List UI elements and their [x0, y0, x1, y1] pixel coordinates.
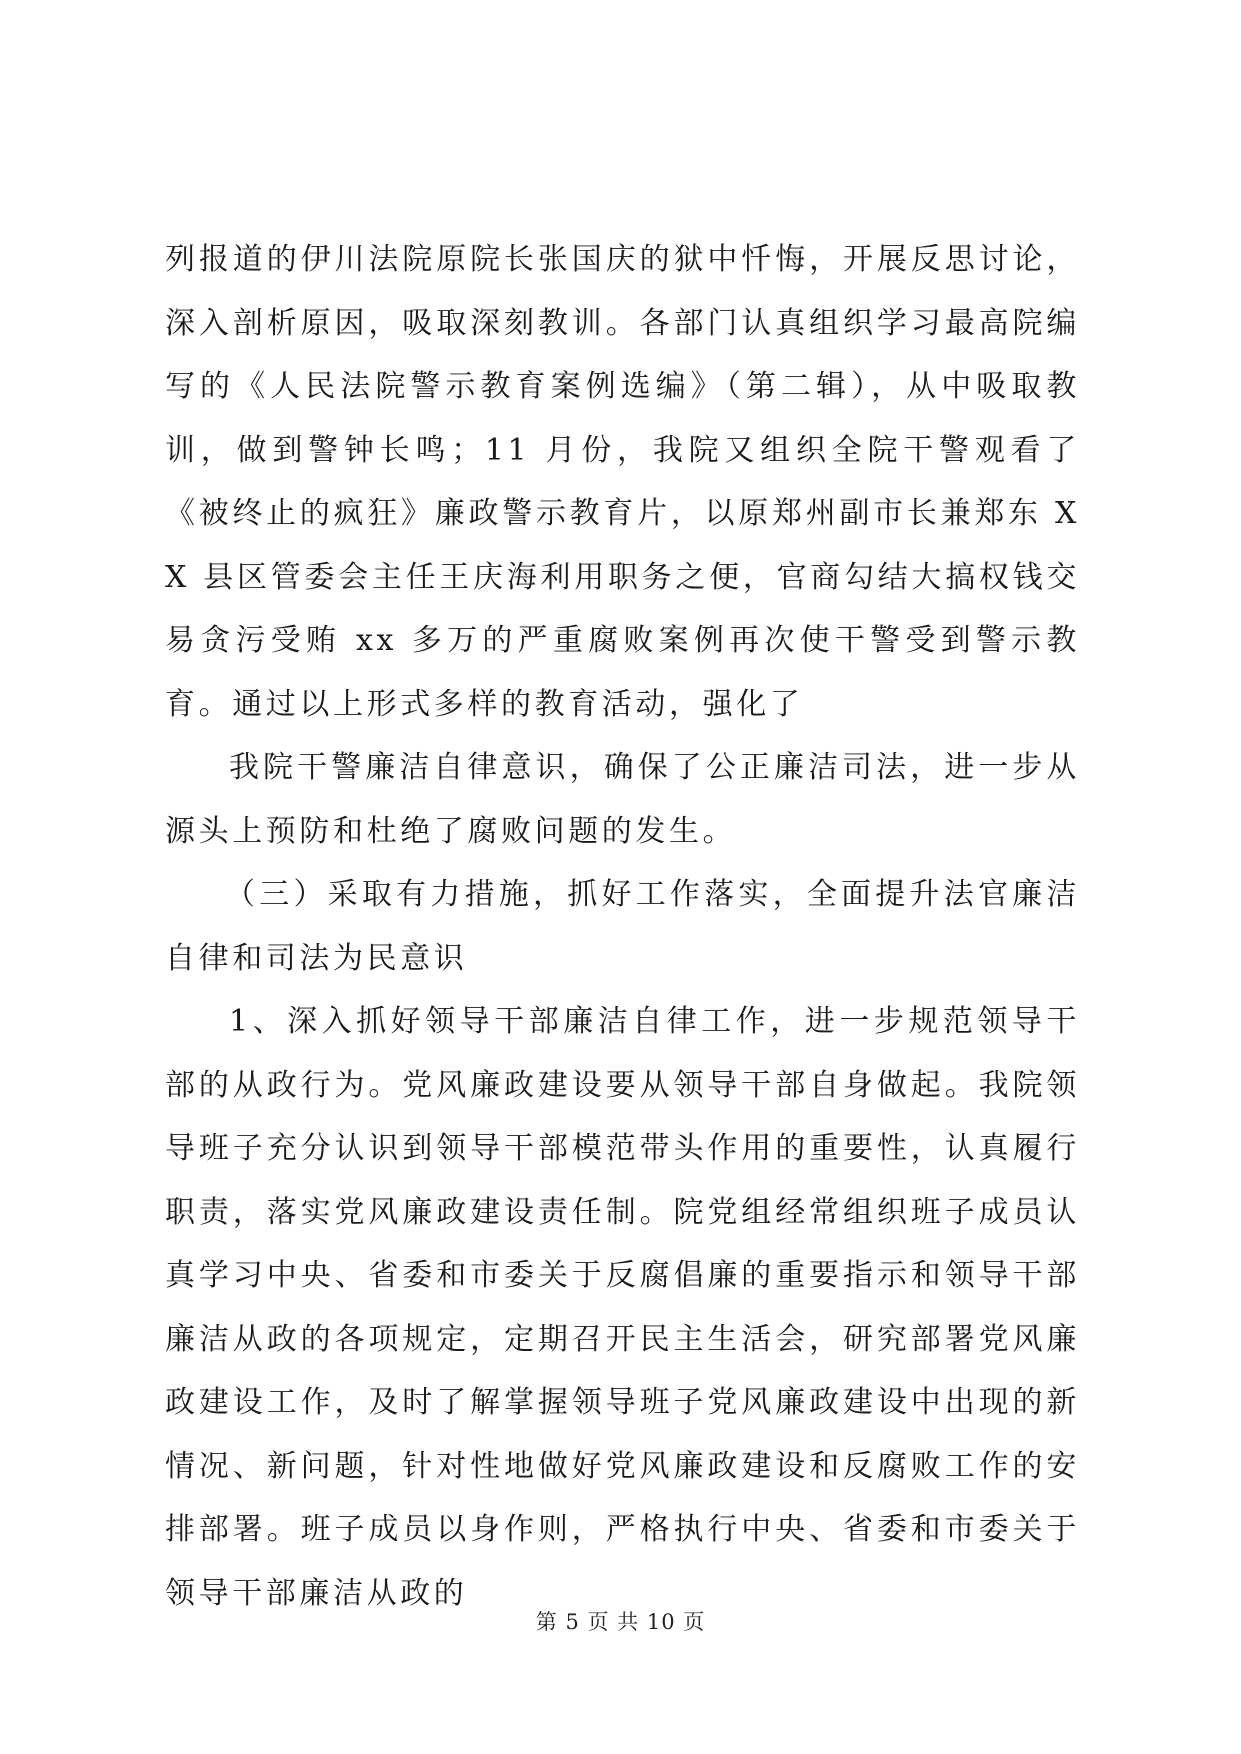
- paragraph-leadership-discipline: 1、深入抓好领导干部廉洁自律工作，进一步规范领导干部的从政行为。党风廉政建设要从领导干部自身做起。我院领导班子充分认识到领导干部模范带头作用的重要性，认真履行职责，落实党风廉政建设责任制。院党组经常组织班子成员认真学习中央、省委和市委关于反腐倡廉的重要指示和领导干部廉洁从政的各项规定，定期召开民主生活会，研究部署党风廉政建设工作，及时了解掌握领导班子党风廉政建设中出现的新情况、新问题，针对性地做好党风廉政建设和反腐败工作的安排部署。班子成员以身作则，严格执行中央、省委和市委关于领导干部廉洁从政的: [165, 1004, 1080, 1611]
- paragraph-discipline-awareness: 我院干警廉洁自律意识，确保了公正廉洁司法，进一步从源头上预防和杜绝了腐败问题的发生。: [165, 750, 1080, 849]
- page-number-footer: 第 5 页 共 10 页: [535, 1610, 706, 1634]
- paragraph-continuation: 列报道的伊川法院原院长张国庆的狱中忏悔，开展反思讨论，深入剖析原因，吸取深刻教训。各部门认真组织学习最高院编写的《人民法院警示教育案例选编》（第二辑），从中吸取教训，做到警钟长鸣；11 月份，我院又组织全院干警观看了《被终止的疯狂》廉政警示教育片，以原郑州副市长兼郑东 XX 县区管委会主任王庆海利用职务之便，官商勾结大搞权钱交易贪污受贿 xx 多万的严重腐败案例再次使干警受到警示教育。通过以上形式多样的教育活动，强化了: [165, 242, 1080, 722]
- section-heading-3: （三）采取有力措施，抓好工作落实，全面提升法官廉洁自律和司法为民意识: [165, 877, 1080, 976]
- document-body: [165, 228, 1080, 1625]
